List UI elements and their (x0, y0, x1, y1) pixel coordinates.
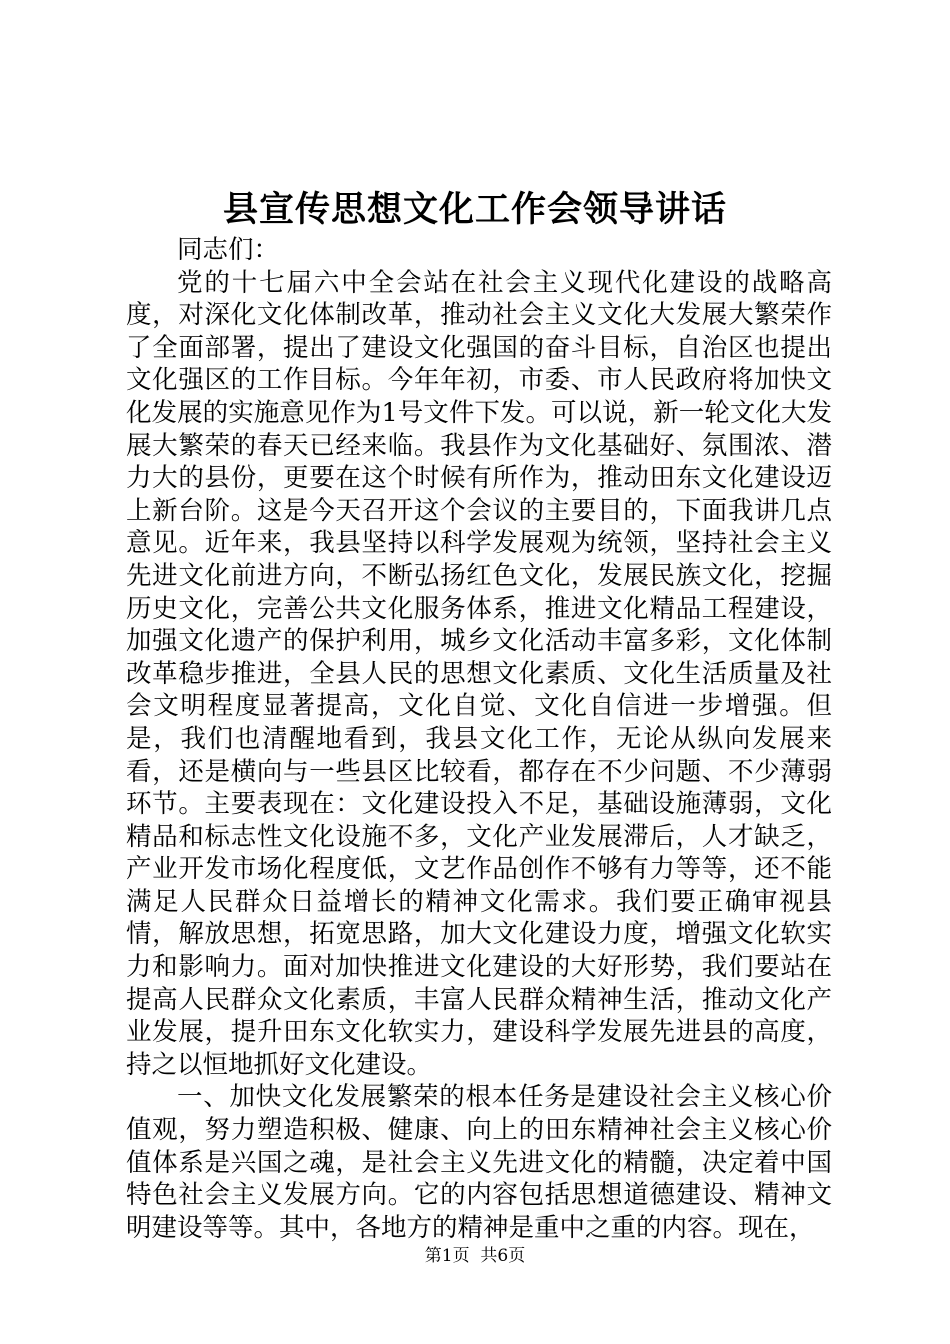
page-total: 共6页 (480, 1246, 526, 1266)
page-number: 第1页 (424, 1246, 470, 1266)
salutation-paragraph: 同志们： (177, 235, 280, 265)
page-footer (0, 1244, 950, 1268)
body-paragraph-1: 党的十七届六中全会站在社会主义现代化建设的战略高度，对深化文化体制改革，推动社会主义文化大发展大繁荣作了全面部署，提出了建设文化强国的奋斗目标，自治区也提出文化强区的工作目标。今年年初，市委、市人民政府将加快文化发展的实施意见作为1号文件下发。可以说，新一轮文化大发展大繁荣的春天已经来临。我县作为文化基础好、氛围浓、潜力大的县份，更要在这个时候有所作为，推动田东文化建设迈上新台阶。这是今天召开这个会议的主要目的，下面我讲几点意见。近年来，我县坚持以科学发展观为统领，坚持社会主义先进文化前进方向，不断弘扬红色文化，发展民族文化，挖掘历史文化，完善公共文化服务体系，推进文化精品工程建设，加强文化遗产的保护利用，城乡文化活动丰富多彩，文化体制改革稳步推进，全县人民的思想文化素质、文化生活质量及社会文明程度显著提高，文化自觉、文化自信进一步增强。但是，我们也清醒地看到，我县文化工作，无论从纵向发展来看，还是横向与一些县区比较看，都存在不少问题、不少薄弱环节。主要表现在：文化建设投入不足，基础设施薄弱，文化精品和标志性文化设施不多，文化产业发展滞后，人才缺乏，产业开发市场化程度低，文艺作品创作不够有力等等，还不能满足人民群众日益增长的精神文化需求。我们要正确审视县情，解放思想，拓宽思路，加大文化建设力度，增强文化软实力和影响力。面对加快推进文化建设的大好形势，我们要站在提高人民群众文化素质，丰富人民群众精神生活，推动文化产业发展，提升田东文化软实力，建设科学发展先进县的高度，持之以恒地抓好文化建设。 (126, 267, 832, 1080)
document-body (126, 234, 832, 1244)
body-paragraph-2: 一、加快文化发展繁荣的根本任务是建设社会主义核心价值观，努力塑造积极、健康、向上的田东精神社会主义核心价值体系是兴国之魂，是社会主义先进文化的精髓，决定着中国特色社会主义发展方向。它的内容包括思想道德建设、精神文明建设等等。其中，各地方的精神是重中之重的内容。现在， (126, 1082, 832, 1243)
document-title: 县宣传思想文化工作会领导讲话 (222, 189, 727, 230)
